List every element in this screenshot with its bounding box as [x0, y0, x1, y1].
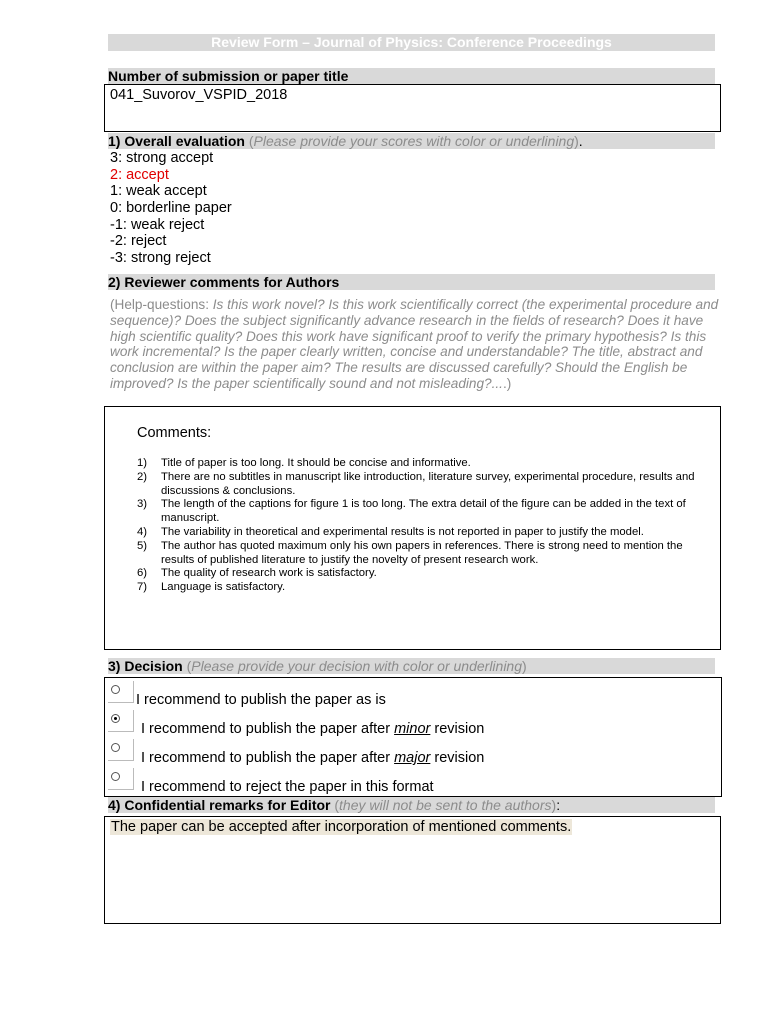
editor-hint: they will not be sent to the authors — [339, 797, 552, 813]
decision-option[interactable] — [108, 768, 708, 794]
evaluation-option[interactable]: 1: weak accept — [110, 183, 207, 200]
decision-option[interactable] — [108, 710, 708, 736]
comment-text: The length of the captions for figure 1 is too long. The extra detail of the figure can be added in the text of manuscript. — [161, 498, 686, 525]
comment-number: 4) — [137, 525, 148, 538]
submission-field[interactable] — [104, 84, 721, 132]
comment-text: Title of paper is too long. It should be concise and informative. — [161, 457, 471, 469]
decision-heading: 3) Decision — [108, 658, 183, 674]
decision-option-label — [141, 750, 484, 766]
comments-heading-bar — [108, 274, 715, 290]
help-prefix: (Help-questions: — [110, 297, 213, 312]
comments-title: Comments: — [137, 425, 212, 441]
decision-option-label — [141, 721, 484, 737]
comment-number: 1) — [137, 457, 148, 469]
comment-item — [137, 457, 717, 471]
radio-button-frame[interactable] — [108, 681, 134, 703]
decision-emphasis: minor — [394, 721, 431, 737]
comment-item — [137, 471, 717, 499]
evaluation-heading-bar: 1) Overall evaluation (Please provide your scores with color or underlining). — [108, 133, 715, 149]
comment-number: 3) — [137, 498, 148, 511]
editor-heading: 4) Confidential remarks for Editor — [108, 797, 331, 813]
comment-number: 7) — [137, 581, 148, 594]
editor-remarks-box[interactable] — [104, 816, 721, 924]
submission-label-bar — [108, 68, 715, 84]
comment-item — [137, 540, 717, 568]
comment-text: The author has quoted maximum only his own papers in references. There is strong need to mention the results of published literature to justify the novelty of present research work. — [161, 539, 683, 566]
evaluation-option[interactable]: -1: weak reject — [110, 216, 205, 233]
submission-label: Number of submission or paper title — [108, 68, 349, 84]
radio-unchecked-icon[interactable] — [111, 685, 120, 694]
decision-option[interactable] — [108, 739, 708, 765]
radio-unchecked-icon[interactable] — [111, 772, 120, 781]
decision-emphasis: major — [394, 750, 431, 766]
radio-button-frame[interactable] — [108, 768, 134, 790]
decision-text-end: revision — [430, 721, 485, 737]
submission-value: 041_Suvorov_VSPID_2018 — [110, 87, 288, 103]
comment-list — [137, 457, 717, 595]
form-title: Review Form – Journal of Physics: Conference Proceedings — [211, 34, 612, 50]
comment-text: The variability in theoretical and experimental results is not reported in paper to justify the model. — [161, 525, 644, 538]
comments-heading: 2) Reviewer comments for Authors — [108, 274, 340, 290]
comment-text: There are no subtitles in manuscript like introduction, literature survey, experimental procedure, results and discussions & conclusions. — [161, 470, 695, 497]
decision-option[interactable] — [108, 681, 708, 707]
decision-text: I recommend to publish the paper after — [141, 721, 395, 737]
radio-button-frame[interactable] — [108, 710, 134, 732]
decision-text: I recommend to publish the paper as is — [136, 692, 386, 708]
radio-button-frame[interactable] — [108, 739, 134, 761]
decision-heading-bar: 3) Decision (Please provide your decision with color or underlining) — [108, 658, 715, 674]
evaluation-option[interactable]: -3: strong reject — [110, 250, 211, 267]
decision-hint: Please provide your decision with color or underlining — [191, 658, 523, 674]
comment-item — [137, 498, 717, 526]
decision-text-end: revision — [430, 750, 485, 766]
evaluation-option[interactable]: 3: strong accept — [110, 150, 214, 166]
comment-number: 5) — [137, 539, 148, 552]
form-title-bar — [108, 34, 715, 51]
evaluation-hint: Please provide your scores with color or underlining — [253, 133, 575, 149]
radio-checked-icon[interactable] — [111, 714, 120, 723]
comment-item — [137, 526, 717, 540]
comment-text: Language is satisfactory. — [161, 581, 286, 594]
evaluation-option[interactable]: -2: reject — [110, 233, 167, 250]
comment-number: 2) — [137, 470, 148, 483]
help-text: Is this work novel? Is this work scientifically correct (the experimental procedure and sequence)? Does the subject significantly advance research in the fields of research? Does it have high scientific quality? Does this work have significant proof to verify the primary hypothesis? Is this work incremental? Is the paper clearly written, concise and understandable? The title, abstract and conclusion are within the paper aim? The results are discussed carefully? Should the English be improved? Is the paper scientifically sound and not misleading?... — [110, 297, 719, 391]
help-suffix: .) — [502, 375, 512, 391]
decision-option-label — [136, 692, 386, 708]
evaluation-heading: 1) Overall evaluation — [108, 133, 245, 149]
decision-text: I recommend to reject the paper in this format — [141, 779, 434, 795]
decision-text: I recommend to publish the paper after — [141, 750, 395, 766]
decision-option-label — [141, 779, 434, 795]
comment-item — [137, 567, 717, 581]
evaluation-option[interactable]: 0: borderline paper — [110, 200, 232, 217]
comment-item — [137, 581, 717, 595]
evaluation-option[interactable]: 2: accept — [110, 166, 169, 183]
editor-remark-text: The paper can be accepted after incorporation of mentioned comments. — [111, 819, 572, 835]
help-questions — [110, 297, 720, 392]
editor-heading-bar: 4) Confidential remarks for Editor (they will not be sent to the authors): — [108, 797, 715, 813]
radio-unchecked-icon[interactable] — [111, 743, 120, 752]
evaluation-options — [110, 150, 232, 267]
comment-number: 6) — [137, 567, 148, 580]
comment-text: The quality of research work is satisfactory. — [161, 567, 377, 580]
